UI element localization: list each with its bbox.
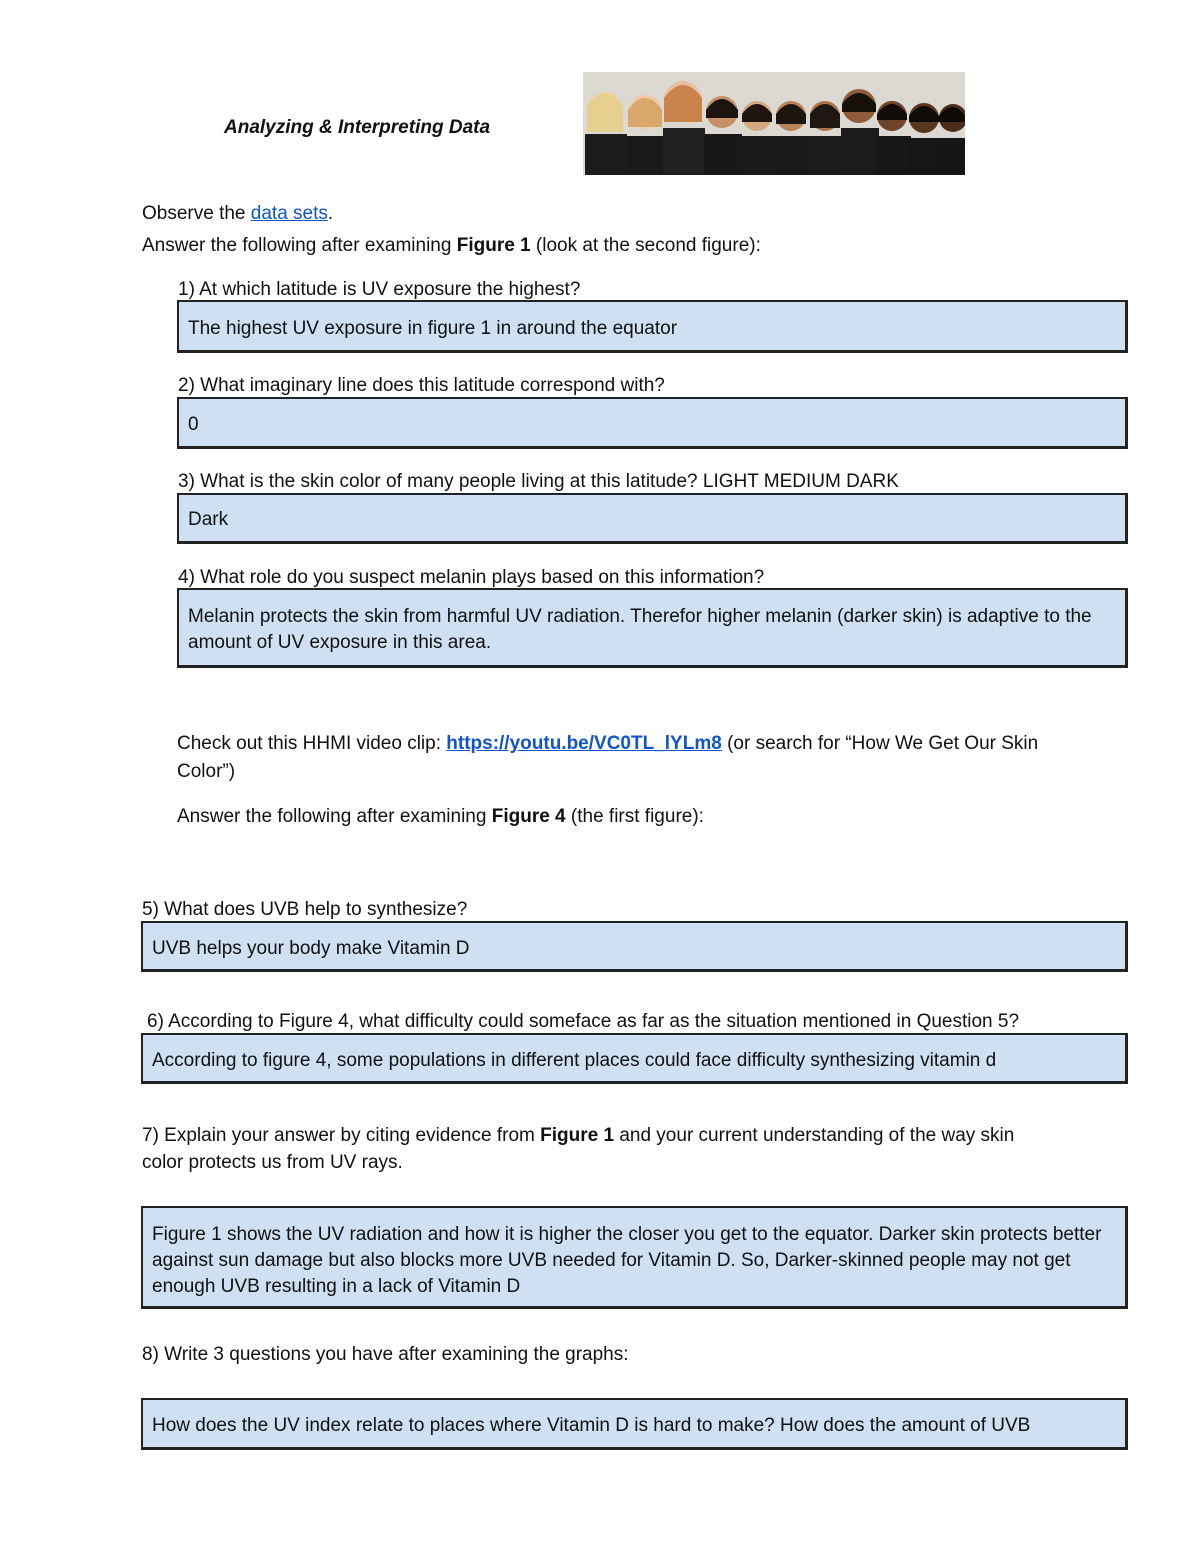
answer-7-box[interactable]: Figure 1 shows the UV radiation and how it is higher the closer you get to the equator. Darker skin protects better against sun damage but also blocks more UVB needed for Vitamin D. So, Darker-skinned people may not get enough UVB resulting in a lack of Vitamin D: [141, 1206, 1128, 1309]
examine-suffix: (look at the second figure):: [530, 235, 761, 256]
question-5: 5) What does UVB help to synthesize?: [142, 899, 468, 920]
question-8: 8) Write 3 questions you have after examining the graphs:: [142, 1344, 629, 1365]
question-2: 2) What imaginary line does this latitude correspond with?: [178, 375, 665, 396]
q7-prefix: 7) Explain your answer by citing evidence from: [142, 1125, 541, 1146]
question-3: 3) What is the skin color of many people living at this latitude? LIGHT MEDIUM DARK: [178, 471, 899, 492]
question-6: 6) According to Figure 4, what difficulty could someface as far as the situation mentioned in Question 5?: [147, 1011, 1020, 1032]
q7-suffix: and your current understanding of the way skin: [614, 1125, 1015, 1146]
answer-2-box[interactable]: 0: [177, 397, 1128, 449]
answer-1-box[interactable]: The highest UV exposure in figure 1 in around the equator: [177, 300, 1128, 353]
observe-text: Observe the: [142, 203, 251, 224]
observe-suffix: .: [327, 203, 334, 224]
examine-prefix: Answer the following after examining: [142, 235, 457, 256]
video-prefix: Check out this HHMI video clip:: [177, 733, 447, 754]
video-link[interactable]: https://youtu.be/VC0TL_lYLm8: [446, 733, 722, 754]
examine-bold: Figure 1: [456, 235, 531, 256]
observe-line: [142, 202, 333, 226]
fig4-suffix: (the first figure):: [565, 806, 704, 827]
answer-8-box[interactable]: How does the UV index relate to places where Vitamin D is hard to make? How does the amount of UVB: [141, 1398, 1128, 1450]
question-4: 4) What role do you suspect melanin plays based on this information?: [178, 567, 765, 588]
video-suffix: (or search for “How We Get Our Skin: [721, 733, 1039, 754]
answer-3-box[interactable]: Dark: [177, 493, 1128, 544]
video-line-1: [177, 732, 1038, 756]
fig4-bold: Figure 4: [491, 806, 566, 827]
video-line-2: Color”): [177, 761, 236, 782]
answer-6-box[interactable]: According to figure 4, some populations in different places could face difficulty synthesizing vitamin d: [141, 1033, 1128, 1084]
examine-figure1-line: [142, 234, 761, 258]
question-7-line-1: [142, 1124, 1014, 1148]
q7-bold: Figure 1: [540, 1125, 615, 1146]
question-1: 1) At which latitude is UV exposure the highest?: [178, 279, 581, 300]
examine-figure4-line: [177, 805, 704, 829]
answer-4-box[interactable]: Melanin protects the skin from harmful UV radiation. Therefor higher melanin (darker skin) is adaptive to the amount of UV exposure in this area.: [177, 588, 1128, 668]
data-sets-link[interactable]: data sets: [250, 203, 328, 224]
group-photo-image: [583, 72, 965, 175]
page-title: Analyzing & Interpreting Data: [224, 117, 491, 138]
fig4-prefix: Answer the following after examining: [177, 806, 492, 827]
answer-5-box[interactable]: UVB helps your body make Vitamin D: [141, 921, 1128, 972]
question-7-line-2: color protects us from UV rays.: [142, 1152, 403, 1173]
